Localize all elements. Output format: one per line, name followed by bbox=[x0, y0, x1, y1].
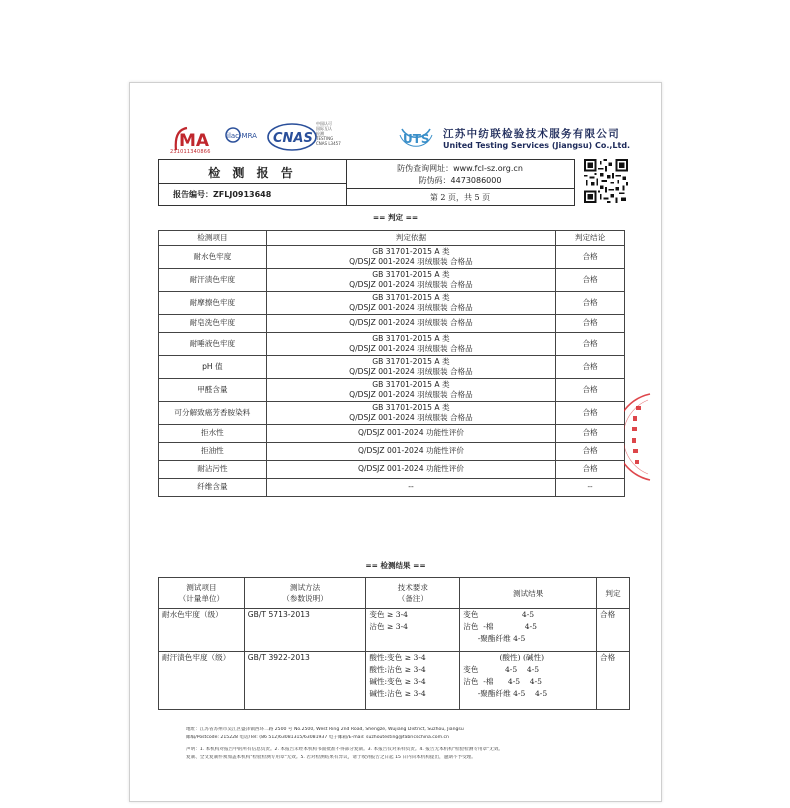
table-row bbox=[159, 356, 625, 379]
result-values bbox=[460, 609, 597, 652]
basis-line: Q/DSJZ 001-2024 羽绒服装 合格品 bbox=[349, 367, 473, 376]
verdict-item: 耐水色牢度 bbox=[159, 246, 267, 269]
verdict-header-basis: 判定依据 bbox=[266, 231, 555, 246]
basis-line: GB 31701-2015 A 类 bbox=[372, 379, 450, 389]
basis-line: Q/DSJZ 001-2024 功能性评价 bbox=[357, 464, 464, 474]
report-title: 检 测 报 告 bbox=[208, 166, 297, 180]
results-header-result: 测试结果 bbox=[460, 578, 597, 609]
verdict-result: 合格 bbox=[556, 292, 625, 315]
header-line: （计量单位） bbox=[178, 594, 225, 603]
table-row bbox=[159, 652, 630, 710]
verdict-item: 耐汗渍色牢度 bbox=[159, 269, 267, 292]
verdict-item: 耐唾液色牢度 bbox=[159, 333, 267, 356]
table-row bbox=[159, 246, 625, 269]
footer-statement-cont: 复制、全文复制件须加盖本机构"检验检测专用章"无效。5. 若对检测结果有异议，请于收到报告之日起 15 日内向本机构提出，逾期不予受理。 bbox=[186, 755, 476, 760]
verdict-item: 纤维含量 bbox=[159, 479, 267, 497]
verdict-basis bbox=[266, 443, 555, 461]
page-info: 第 2 页，共 5 页 bbox=[429, 193, 491, 202]
table-row bbox=[159, 379, 625, 402]
verdict-result: 合格 bbox=[556, 461, 625, 479]
header-line: 技术要求 bbox=[397, 583, 428, 592]
header-line: （参数说明） bbox=[282, 594, 328, 603]
basis-line: Q/DSJZ 001-2024 功能性评价 bbox=[357, 428, 464, 438]
ilac-logo-text: ilac-MRA bbox=[227, 132, 257, 140]
basis-line: Q/DSJZ 001-2024 羽绒服装 合格品 bbox=[349, 390, 473, 399]
result-line: -聚酯纤维 4-5 4-5 bbox=[463, 689, 548, 698]
table-row bbox=[159, 315, 625, 333]
cnas-accreditation-text bbox=[316, 121, 346, 146]
result-method: GB/T 5713-2013 bbox=[244, 609, 366, 652]
verdict-result: 合格 bbox=[556, 333, 625, 356]
uts-logo-text: UTS bbox=[403, 132, 430, 146]
verdict-item: pH 值 bbox=[159, 356, 267, 379]
basis-line: GB 31701-2015 A 类 bbox=[372, 292, 450, 302]
verify-website bbox=[346, 163, 574, 174]
report-number bbox=[173, 189, 271, 200]
verdict-item: 拒水性 bbox=[159, 425, 267, 443]
header-line: 测试项目 bbox=[186, 583, 217, 592]
verify-website-url[interactable]: www.fcl-sz.org.cn bbox=[453, 164, 523, 173]
basis-line: GB 31701-2015 A 类 bbox=[372, 356, 450, 366]
basis-line: -- bbox=[408, 482, 414, 492]
report-page bbox=[129, 82, 662, 802]
verdict-item: 拒油性 bbox=[159, 443, 267, 461]
req-line: 碱性:沾色 ≥ 3-4 bbox=[369, 689, 426, 698]
verdict-basis bbox=[266, 356, 555, 379]
cnas-small-line: 中国认可 bbox=[316, 121, 332, 126]
result-item: 耐水色牢度（级） bbox=[159, 609, 245, 652]
report-number-value: ZFLJ0913648 bbox=[213, 190, 272, 199]
cnas-logo bbox=[266, 121, 318, 153]
table-row bbox=[159, 425, 625, 443]
results-header-item bbox=[159, 578, 245, 609]
req-line: 变色 ≥ 3-4 bbox=[369, 610, 408, 619]
verdict-header-result: 判定结论 bbox=[556, 231, 625, 246]
basis-line: GB 31701-2015 A 类 bbox=[372, 269, 450, 279]
table-row bbox=[159, 479, 625, 497]
result-method: GB/T 3922-2013 bbox=[244, 652, 366, 710]
table-row bbox=[159, 269, 625, 292]
basis-line: GB 31701-2015 A 类 bbox=[372, 246, 450, 256]
verdict-item: 耐沾污性 bbox=[159, 461, 267, 479]
report-header-box bbox=[158, 159, 575, 206]
verdict-header-item: 检测项目 bbox=[159, 231, 267, 246]
results-header-verdict: 判定 bbox=[597, 578, 630, 609]
verdict-basis bbox=[266, 292, 555, 315]
table-row bbox=[159, 292, 625, 315]
result-values bbox=[460, 652, 597, 710]
table-row bbox=[159, 461, 625, 479]
footer-statement: 声明：1. 本机构对报告中的所有信息负责。2. 本报告未经本机构书面批准不得部分复制。3. 本报告仅对来样负责。4. 报告无本机构"检验检测专用章"无效。 bbox=[186, 747, 504, 752]
basis-line: Q/DSJZ 001-2024 羽绒服装 合格品 bbox=[349, 257, 473, 266]
result-line: 变色 4-5 4-5 bbox=[463, 665, 540, 674]
header-line: 测试方法 bbox=[289, 583, 321, 592]
verdict-section-title: == 判定 == bbox=[372, 213, 419, 222]
req-line: 碱性:变色 ≥ 3-4 bbox=[369, 677, 426, 686]
verdict-result: 合格 bbox=[556, 356, 625, 379]
verdict-table bbox=[158, 230, 625, 497]
uts-logo bbox=[396, 121, 436, 155]
verdict-basis bbox=[266, 269, 555, 292]
verify-website-label: 防伪查询网址： bbox=[397, 164, 454, 173]
report-number-label: 报告编号： bbox=[173, 190, 213, 199]
table-row bbox=[159, 402, 625, 425]
verdict-basis bbox=[266, 402, 555, 425]
basis-line: Q/DSJZ 001-2024 羽绒服装 合格品 bbox=[349, 344, 473, 353]
footer-address: 地址：江苏省苏州市吴江区盛泽镇西环二路 2500 号 No.2500, West Ring 2nd Road, Shengze, Wujiang District, Suzhou, Jiangsu bbox=[186, 727, 464, 732]
result-line: 沾色 -棉 4-5 4-5 bbox=[463, 677, 543, 686]
table-row bbox=[159, 443, 625, 461]
req-line: 酸性:变色 ≥ 3-4 bbox=[369, 653, 426, 662]
verdict-basis bbox=[266, 315, 555, 333]
verdict-result: 合格 bbox=[556, 246, 625, 269]
company-name-cn: 江苏中纺联检验技术服务有限公司 bbox=[443, 128, 620, 140]
verdict-item: 耐摩擦色牢度 bbox=[159, 292, 267, 315]
cma-number: 231011340866 bbox=[170, 149, 211, 155]
result-line: 沾色 -棉 4-5 bbox=[463, 622, 538, 631]
result-line: 变色 4-5 bbox=[463, 610, 535, 619]
table-row bbox=[159, 609, 630, 652]
results-section-title: == 检测结果 == bbox=[365, 561, 426, 570]
footer-contact: 邮编/Postcode: 215228 电话/Tel: (86 512)63081315/63081937 电子邮箱/E-mail: suzhoutesting@fabricschina.com.cn bbox=[186, 735, 449, 740]
cnas-logo-text: CNAS bbox=[273, 131, 313, 146]
basis-line: Q/DSJZ 001-2024 羽绒服装 合格品 bbox=[349, 303, 473, 312]
verdict-result: 合格 bbox=[556, 425, 625, 443]
verdict-result: -- bbox=[556, 479, 625, 497]
verdict-result: 合格 bbox=[556, 269, 625, 292]
cnas-small-line: 检测 bbox=[316, 131, 324, 136]
basis-line: Q/DSJZ 001-2024 羽绒服装 合格品 bbox=[349, 280, 473, 289]
req-line: 酸性:沾色 ≥ 3-4 bbox=[369, 665, 426, 674]
basis-line: Q/DSJZ 001-2024 羽绒服装 合格品 bbox=[349, 318, 473, 328]
verdict-result: 合格 bbox=[556, 443, 625, 461]
basis-line: Q/DSJZ 001-2024 羽绒服装 合格品 bbox=[349, 413, 473, 422]
verdict-basis bbox=[266, 425, 555, 443]
verdict-item: 甲醛含量 bbox=[159, 379, 267, 402]
verdict-result: 合格 bbox=[556, 402, 625, 425]
verdict-basis bbox=[266, 333, 555, 356]
verdict-basis bbox=[266, 479, 555, 497]
company-name-en: United Testing Services (Jiangsu) Co.,Ltd. bbox=[443, 141, 631, 150]
basis-line: Q/DSJZ 001-2024 功能性评价 bbox=[357, 446, 464, 456]
verdict-item: 耐皂洗色牢度 bbox=[159, 315, 267, 333]
red-seal-stamp bbox=[624, 392, 652, 482]
req-line: 沾色 ≥ 3-4 bbox=[369, 622, 408, 631]
verdict-result: 合格 bbox=[556, 315, 625, 333]
table-row bbox=[159, 333, 625, 356]
result-line: (酸性) (碱性) bbox=[463, 653, 545, 662]
result-line: -聚酯纤维 4-5 bbox=[463, 634, 526, 643]
results-table bbox=[158, 577, 630, 710]
result-verdict: 合格 bbox=[597, 609, 630, 652]
basis-line: GB 31701-2015 A 类 bbox=[372, 333, 450, 343]
results-header-req bbox=[366, 578, 460, 609]
result-req bbox=[366, 609, 460, 652]
ilac-mra-logo bbox=[225, 124, 263, 146]
verdict-basis bbox=[266, 379, 555, 402]
cnas-small-line: CNAS L3457 bbox=[316, 141, 341, 146]
verdict-basis bbox=[266, 246, 555, 269]
basis-line: GB 31701-2015 A 类 bbox=[372, 402, 450, 412]
cnas-small-line: TESTING bbox=[316, 136, 334, 141]
cnas-small-line: 国际互认 bbox=[316, 126, 332, 131]
verdict-result: 合格 bbox=[556, 379, 625, 402]
result-verdict: 合格 bbox=[597, 652, 630, 710]
header-line: （备注） bbox=[397, 594, 428, 603]
result-item: 耐汗渍色牢度（级） bbox=[159, 652, 245, 710]
verdict-header-row bbox=[159, 231, 625, 246]
verdict-basis bbox=[266, 461, 555, 479]
verify-code-label: 防伪码： bbox=[418, 176, 451, 185]
verdict-item: 可分解致癌芳香胺染料 bbox=[159, 402, 267, 425]
verify-code bbox=[346, 175, 574, 186]
verify-code-value: 4473086000 bbox=[450, 176, 502, 185]
results-header-row bbox=[159, 578, 630, 609]
results-header-method bbox=[244, 578, 366, 609]
cma-logo-text: MA bbox=[179, 131, 210, 151]
qr-code-icon bbox=[584, 159, 628, 203]
result-req bbox=[366, 652, 460, 710]
